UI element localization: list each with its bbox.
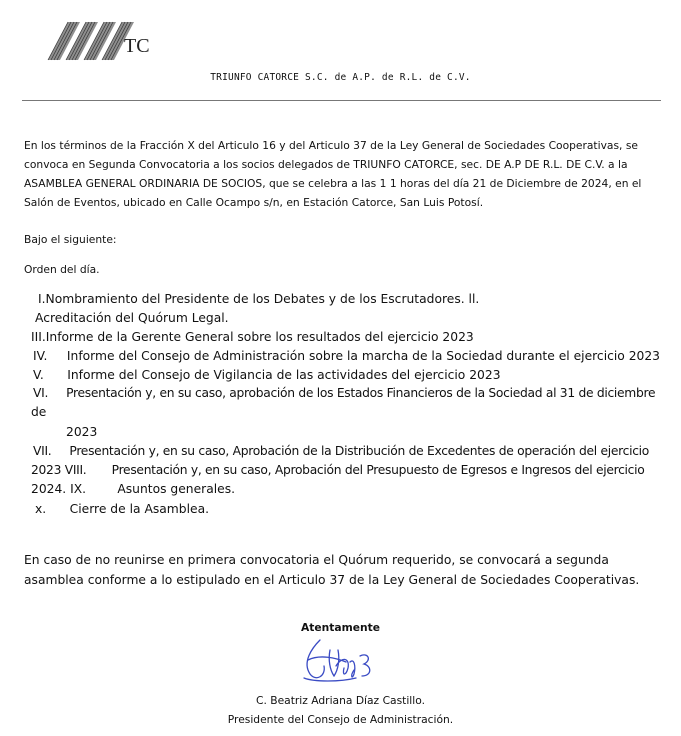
agenda-line: VI. Presentación y, en su caso, aprobación de los Estados Financieros de la Sociedad al 31 de diciembre xyxy=(33,386,656,400)
agenda-line: VII. Presentación y, en su caso, Aprobación de la Distribución de Excedentes de operación del ejercicio xyxy=(33,444,649,458)
handwritten-signature xyxy=(290,636,390,686)
signer-title: Presidente del Consejo de Administración. xyxy=(227,713,454,726)
closing-paragraph: En caso de no reunirse en primera convocatoria el Quórum requerido, se convocará a segunda asamblea conforme a lo estipulado en el Articulo 37 de la Ley General de Sociedades Cooperativas. xyxy=(24,553,640,587)
intro-paragraph: En los términos de la Fracción X del Articulo 16 y del Articulo 37 de la Ley General de Sociedades Cooperativas, se convoca en Segunda Convocatoria a los socios delegados de TRIUNFO CATORCE, sec. DE A.P DE R.L. DE C.V. a la ASAMBLEA GENERAL ORDINARIA DE SOCIOS, que se celebra a las 1 1 horas del día 21 de Diciembre de 2024, en el Salón de Eventos, ubicado en Calle Ocampo s/n, en Estación Catorce, San Luis Potosí. xyxy=(24,139,642,209)
agenda-line: de xyxy=(31,405,47,419)
agenda-line: Acreditación del Quórum Legal. xyxy=(35,311,229,325)
agenda-line: V. Informe del Consejo de Vigilancia de las actividades del ejercicio 2023 xyxy=(33,368,501,382)
salutation: Atentamente xyxy=(301,621,380,634)
agenda-line: 2023 xyxy=(66,425,98,439)
agenda-line: 2023 VIII. Presentación y, en su caso, Aprobación del Presupuesto de Egresos e Ingresos del ejercicio xyxy=(31,463,645,477)
agenda-line: 2024. IX. Asuntos generales. xyxy=(31,482,236,496)
signer-name: C. Beatriz Adriana Díaz Castillo. xyxy=(256,694,425,707)
logo-monogram: TC xyxy=(124,35,150,57)
triunfo-catorce-logo xyxy=(46,20,156,64)
agenda-line: I.Nombramiento del Presidente de los Debates y de los Escrutadores. ll. xyxy=(38,292,480,306)
agenda-line: IV. Informe del Consejo de Administración sobre la marcha de la Sociedad durante el ejercicio 2023 xyxy=(33,349,661,363)
bajo-label: Bajo el siguiente: xyxy=(24,233,117,246)
agenda-line: x. Cierre de la Asamblea. xyxy=(35,502,210,516)
orden-label: Orden del día. xyxy=(24,263,100,276)
organization-name: TRIUNFO CATORCE S.C. de A.P. de R.L. de C.V. xyxy=(210,72,471,83)
agenda-line: III.Informe de la Gerente General sobre los resultados del ejercicio 2023 xyxy=(31,330,474,344)
header-divider xyxy=(22,100,661,101)
